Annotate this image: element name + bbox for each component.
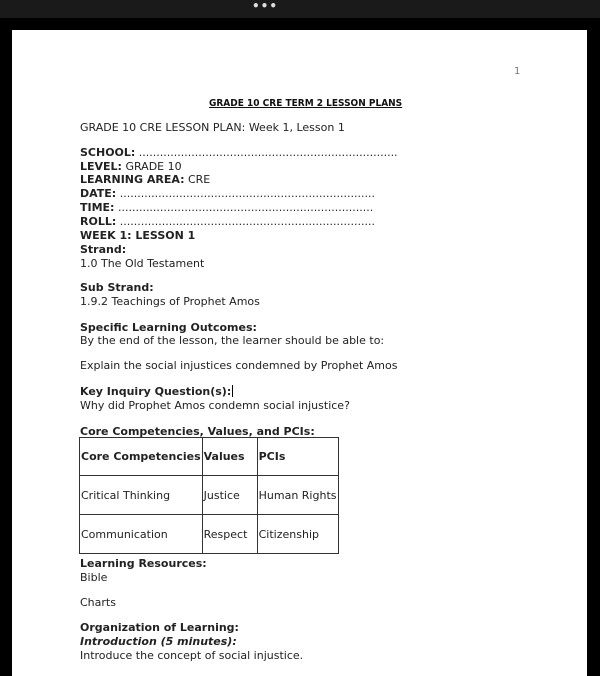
date-dots: ......................................................................... — [116, 187, 375, 200]
table-cell: Justice — [202, 476, 257, 515]
document-title: GRADE 10 CRE TERM 2 LESSON PLANS — [209, 98, 403, 109]
introduction-label: Introduction (5 minutes): — [80, 635, 237, 648]
roll-line — [80, 215, 375, 228]
table-cell: Respect — [202, 515, 257, 554]
kiq-value: Why did Prophet Amos condemn social injustice? — [80, 399, 350, 412]
table-header-cell: Core Competencies — [80, 438, 203, 476]
table-row — [80, 476, 339, 515]
school-dots: .......................................................................... — [135, 146, 398, 159]
roll-dots: ......................................................................... — [116, 215, 375, 228]
text-cursor — [232, 385, 233, 397]
area-line — [80, 173, 210, 186]
table-row — [80, 515, 339, 554]
time-dots: ......................................................................... — [114, 201, 374, 214]
document-page[interactable] — [12, 30, 587, 676]
resource-item: Bible — [80, 571, 108, 584]
strand-value: 1.0 The Old Testament — [80, 257, 205, 270]
kiq-label: Key Inquiry Question(s): — [80, 385, 232, 398]
date-label: DATE: — [80, 187, 117, 200]
area-label: LEARNING AREA: — [80, 173, 185, 186]
school-label: SCHOOL: — [80, 146, 136, 159]
competencies-heading: Core Competencies, Values, and PCIs: — [80, 425, 315, 438]
table-cell: Human Rights — [257, 476, 338, 515]
table-cell: Citizenship — [257, 515, 338, 554]
level-value: GRADE 10 — [121, 160, 182, 173]
strand-label: Strand: — [80, 243, 127, 256]
resource-item: Charts — [80, 596, 116, 609]
page-number: 1 — [514, 66, 521, 77]
week-heading: WEEK 1: LESSON 1 — [80, 229, 196, 242]
table-header-cell: Values — [202, 438, 257, 476]
time-label: TIME: — [80, 201, 115, 214]
table-cell: Communication — [80, 515, 203, 554]
table-header-row — [80, 438, 339, 476]
lesson-plan-subtitle: GRADE 10 CRE LESSON PLAN: Week 1, Lesson 1 — [80, 121, 345, 134]
level-label: LEVEL: — [80, 160, 122, 173]
area-value: CRE — [184, 173, 211, 186]
roll-label: ROLL: — [80, 215, 117, 228]
outcomes-intro: By the end of the lesson, the learner should be able to: — [80, 334, 385, 347]
organization-label: Organization of Learning: — [80, 621, 239, 634]
kiq-line — [80, 385, 233, 398]
more-options-icon[interactable]: ••• — [252, 0, 279, 13]
table-header-cell: PCIs — [257, 438, 338, 476]
substrand-label: Sub Strand: — [80, 281, 154, 294]
substrand-value: 1.9.2 Teachings of Prophet Amos — [80, 295, 260, 308]
top-toolbar — [0, 0, 600, 18]
resources-label: Learning Resources: — [80, 557, 207, 570]
level-line — [80, 160, 182, 173]
school-line — [80, 146, 398, 159]
date-line — [80, 187, 375, 200]
table-cell: Critical Thinking — [80, 476, 203, 515]
outcome-item: Explain the social injustices condemned by Prophet Amos — [80, 359, 398, 372]
outcomes-label: Specific Learning Outcomes: — [80, 321, 257, 334]
time-line — [80, 201, 373, 214]
competencies-table — [79, 437, 339, 554]
introduction-text: Introduce the concept of social injustice. — [80, 649, 304, 662]
